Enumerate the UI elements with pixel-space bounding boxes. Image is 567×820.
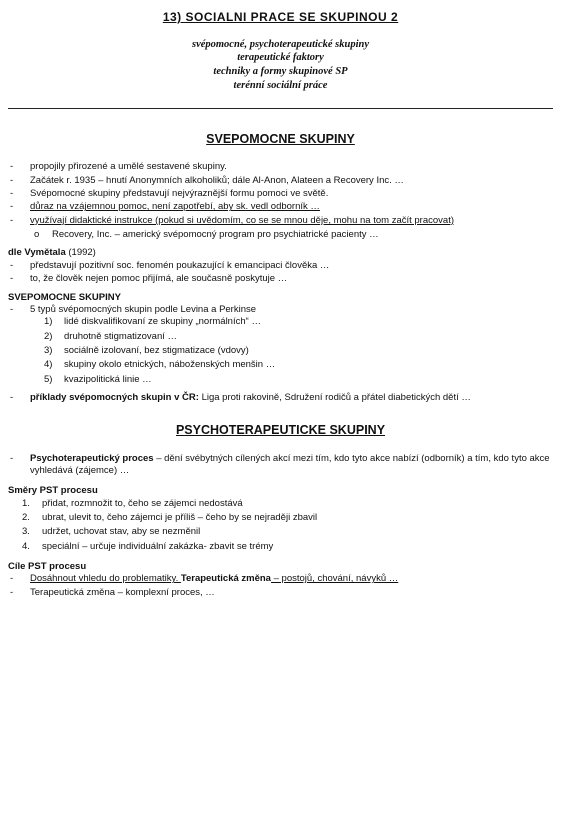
list-item: - Terapeutická změna – komplexní proces, … xyxy=(8,587,553,599)
vymetal-bullet-list xyxy=(8,260,553,286)
types-bullet-list xyxy=(8,304,553,404)
horizontal-divider xyxy=(8,108,553,109)
numbered-item: 2. ubrat, ulevit to, čeho zájemci je příliš – čeho by se nejraději zbavil xyxy=(22,511,318,523)
subtitle-block xyxy=(8,38,553,93)
list-item xyxy=(8,215,553,242)
list-item xyxy=(8,304,553,386)
list-item-text: využívají didaktické instrukce (pokud si uvědomím, co se se mnou děje, mohu na tom začít pracovat) xyxy=(30,214,454,226)
numbered-item: 2) druhotně stigmatizovaní … xyxy=(44,330,178,342)
directions-numbered-list xyxy=(8,498,553,553)
goals-heading: Cíle PST procesu xyxy=(8,560,87,572)
types-heading: SVEPOMOCNE SKUPINY xyxy=(8,291,121,303)
list-item: - důraz na vzájemnou pomoc, není zapotřebí, aby sk. vedl odborník … xyxy=(8,201,553,213)
process-bullet-list xyxy=(8,453,553,478)
numbered-item: 4) skupiny okolo etnických, náboženských menšin … xyxy=(44,359,276,371)
list-item: - to, že člověk nejen pomoc přijímá, ale současně poskytuje … xyxy=(8,273,553,285)
numbered-item: 4. speciální – určuje individuální zakázka- zbavit se trémy xyxy=(22,540,274,552)
numbered-item: 3. udržet, uchovat stav, aby se nezměnil xyxy=(22,526,201,538)
subtitle-line: terénní sociální práce xyxy=(233,79,328,91)
list-item xyxy=(8,392,553,404)
vymetal-year: (1992) xyxy=(65,247,96,259)
examples-text: Liga proti rakovině, Sdružení rodičů a přátel diabetických dětí … xyxy=(198,391,471,403)
sub-list-item: o Recovery, Inc. – americký svépomocný program pro psychiatrické pacienty … xyxy=(30,229,553,241)
vymetal-label: dle Vymětala xyxy=(8,247,66,259)
list-item: - propojily přirozené a umělé sestavené skupiny. xyxy=(8,161,553,173)
svepomocne-bullet-list xyxy=(8,161,553,241)
vymetal-heading xyxy=(8,247,553,259)
list-item xyxy=(8,453,553,478)
list-item: - Začátek r. 1935 – hnutí Anonymních alkoholiků; dále Al-Anon, Alateen a Recovery Inc. … xyxy=(8,175,553,187)
numbered-item: 1) lidé diskvalifikovaní ze skupiny „normálních“ … xyxy=(44,316,261,328)
numbered-item: 3) sociálně izolovaní, bez stigmatizace (vdovy) xyxy=(44,344,249,356)
process-label: Psychoterapeutický proces xyxy=(30,452,154,464)
subtitle-line: svépomocné, psychoterapeutické skupiny xyxy=(191,38,370,50)
subtitle-line: terapeutické faktory xyxy=(237,52,324,64)
list-item: - Dosáhnout vhledu do problematiky. Terapeutická změna – postojů, chování, návyků … xyxy=(8,573,553,585)
subtitle-line: techniky a formy skupinové SP xyxy=(213,65,348,77)
examples-label: příklady svépomocných skupin v ČR: xyxy=(30,391,199,403)
types-numbered-list xyxy=(30,316,553,386)
section-heading-psychoterapeuticke: PSYCHOTERAPEUTICKE SKUPINY xyxy=(175,423,386,438)
numbered-item: 5) kvazipolitická linie … xyxy=(44,373,152,385)
numbered-item: 1. přidat, rozmnožit to, čeho se zájemci nedostává xyxy=(22,497,243,509)
list-item: - Svépomocné skupiny představují nejvýraznější formu pomoci ve světě. xyxy=(8,188,553,200)
goals-bullet-list xyxy=(8,573,553,599)
document-title: 13) SOCIALNI PRACE SE SKUPINOU 2 xyxy=(162,10,399,24)
list-item: - představují pozitivní soc. fenomén poukazující k emancipaci člověka … xyxy=(8,260,553,272)
sub-bullet-list xyxy=(30,229,553,241)
process-text: – dění svébytných cílených akcí mezi tím, kdo tyto akce nabízí (odborník) a tím, kdo tyto akce vyhledává (zájemce) … xyxy=(30,452,550,476)
section-heading-svepomocne: SVEPOMOCNE SKUPINY xyxy=(206,132,355,147)
types-intro: 5 typů svépomocných skupin podle Levina a Perkinse xyxy=(30,303,257,315)
directions-heading: Směry PST procesu xyxy=(8,485,98,497)
